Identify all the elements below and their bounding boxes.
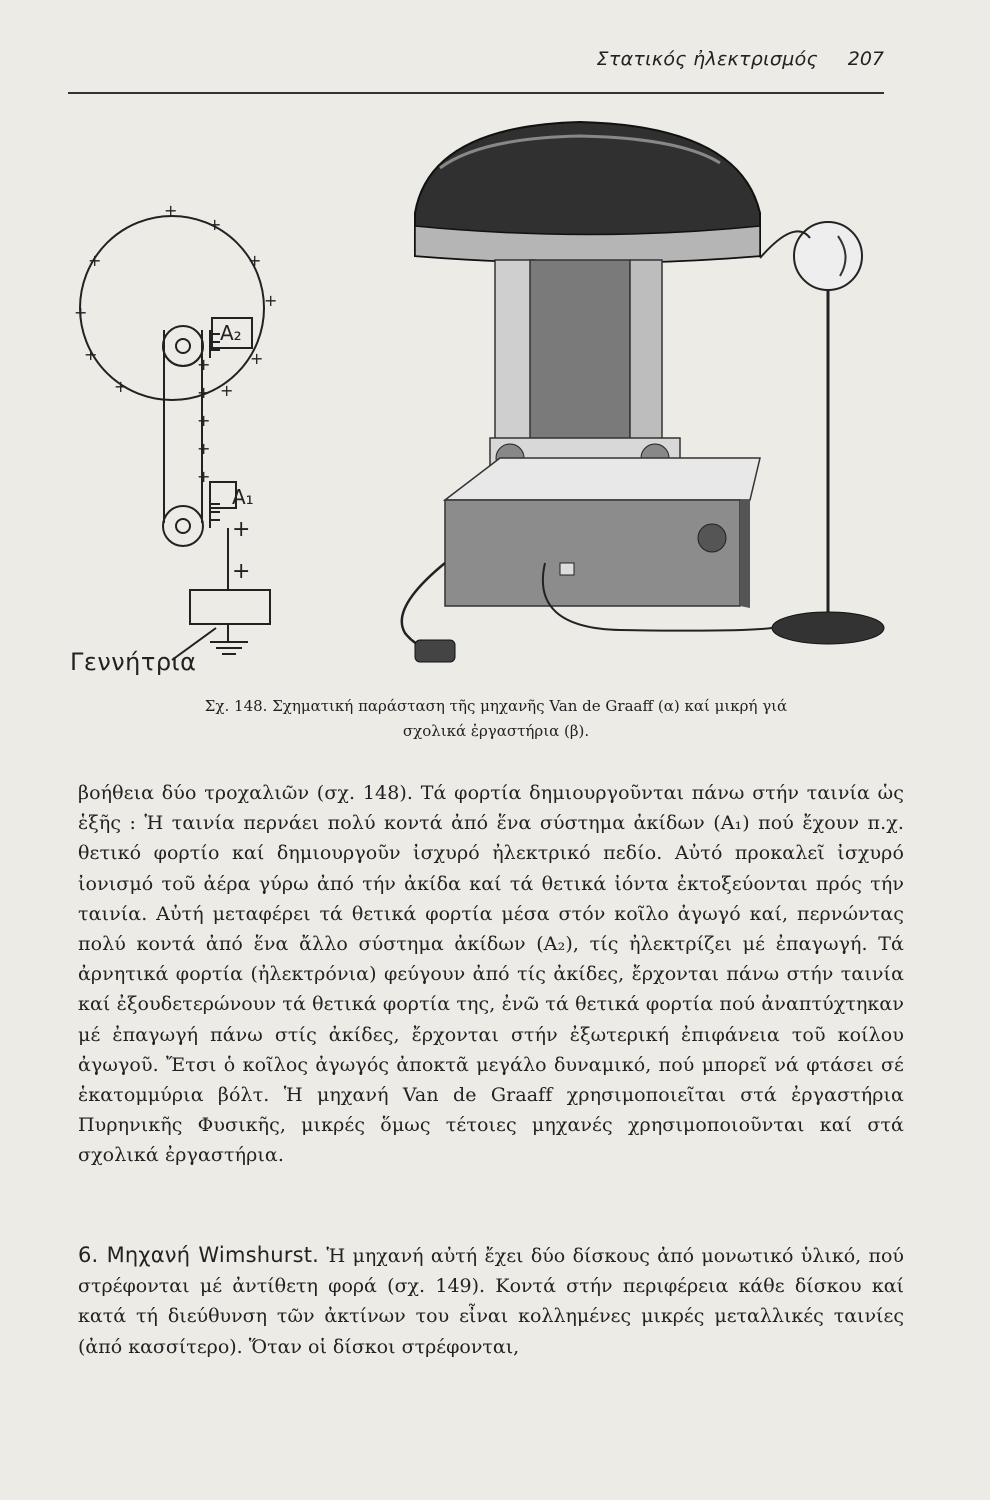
caption-line-2: σχολικά ἐργαστήρια (β). — [402, 722, 590, 740]
svg-text:+: + — [197, 355, 211, 374]
label-a2: A₂ — [220, 321, 242, 345]
svg-text:+: + — [114, 377, 128, 396]
section-paragraph — [78, 1240, 904, 1362]
lower-pulley-hub — [176, 519, 190, 533]
page-number: 207 — [847, 48, 884, 70]
svg-text:+: + — [197, 383, 211, 402]
svg-text:+: + — [164, 201, 178, 220]
body-text — [78, 778, 904, 1171]
base-top — [445, 458, 760, 500]
svg-text:+: + — [250, 349, 264, 368]
label-plus-wire: + — [232, 559, 251, 584]
svg-text:+: + — [197, 467, 211, 486]
svg-text:+: + — [84, 345, 98, 364]
svg-text:+: + — [74, 303, 88, 322]
svg-text:+: + — [220, 381, 234, 400]
label-plus-comb: + — [232, 517, 251, 542]
upper-pulley-hub — [176, 339, 190, 353]
svg-text:+: + — [248, 251, 262, 270]
lower-pulley — [163, 506, 203, 546]
base-knob — [698, 524, 726, 552]
section-heading: 6. Μηχανή Wimshurst. — [78, 1243, 320, 1267]
svg-text:+: + — [208, 215, 222, 234]
figure-caption — [120, 694, 872, 744]
photo-school-generator — [402, 122, 884, 662]
figure-label-generator: Γεννήτρια — [70, 648, 197, 676]
running-header — [68, 48, 884, 78]
plug-icon — [415, 640, 455, 662]
svg-text:+: + — [88, 251, 102, 270]
body-paragraph: βοήθεια δύο τροχαλιῶν (σχ. 148). Τά φορτία δημιουργοῦνται πάνω στήν ταινία ὡς ἑξῆς : Ἡ ταινία περνάει πολύ κοντά ἀπό ἕνα σύστημα ἀκίδων (A₁) πού ἔχουν π.χ. θετικό φορτίο καί δημιουργοῦν ἰσχυρό ἠλεκτρικό πεδίο. Αὐτό προκαλεῖ ἰσχυρό ἰονισμό τοῦ ἀέρα γύρω ἀπό τήν ἀκίδα καί τά θετικά ἰόντα ἐκτοξεύονται πρός τήν ταινία. Αὐτή μεταφέρει τά θετικά φορτία μέσα στόν κοῖλο ἀγωγό καί, περνώντας πολύ κοντά ἀπό ἕνα ἄλλο σύστημα ἀκίδων (A₂), τίς ἠλεκτρίζει μέ ἐπαγωγή. Τά ἀρνητικά φορτία (ἠλεκτρόνια) φεύγουν ἀπό τίς ἀκίδες, ἔρχονται πάνω στήν ταινία καί ἐξουδετερώνουν τά θετικά φορτία της, ἐνῶ τά θετικά φορτία πού ἀναπτύχτηκαν μέ ἐπαγωγή πάνω στίς ἀκίδες, ἔρχονται στήν ἐξωτερική ἐπιφάνεια τοῦ κοίλου ἀγωγοῦ. Ἔτσι ὁ κοῖλος ἀγωγός ἀποκτᾶ μεγάλο δυναμικό, πού μπορεῖ νά φτάσει σέ ἑκατομμύρια βόλτ. Ἡ μηχανή Van de Graaff χρησιμοποιεῖται στά ἐργαστήρια Πυρηνικῆς Φυσικῆς, μικρές ὅμως τέτοιες μηχανές χρησιμοποιοῦνται καί στά σχολικά ἐργαστήρια. — [78, 782, 904, 1167]
section-text: Ἡ μηχανή αὐτή ἔχει δύο δίσκους ἀπό μονωτικό ὑλικό, πού στρέφονται μέ ἀντίθετη φορά (σχ. 149). Κοντά στήν περιφέρεια κάθε δίσκου καί κατά τή διεύθυνση τῶν ἀκτίνων του εἶναι κολλημένες μικρές μεταλλικές ταινίες (ἀπό κασσίτερο). Ὅταν οἱ δίσκοι στρέφονται, — [78, 1245, 904, 1358]
sphere-stand-base — [772, 612, 884, 644]
header-title: Στατικός ἠλεκτρισμός — [596, 48, 818, 70]
label-a1: A₁ — [232, 485, 254, 509]
svg-text:+: + — [264, 291, 278, 310]
section-wimshurst — [78, 1240, 904, 1362]
hollow-conductor-sphere — [80, 216, 264, 400]
svg-text:+: + — [197, 411, 211, 430]
header-rule — [68, 92, 884, 94]
svg-text:+: + — [197, 439, 211, 458]
caption-line-1: Σχ. 148. Σχηματική παράσταση τῆς μηχανῆς Van de Graaff (α) καί μικρή γιά — [204, 697, 788, 715]
base-front — [445, 500, 740, 606]
figure-van-de-graaff — [60, 108, 900, 688]
schematic-diagram — [80, 216, 270, 660]
generator-box — [190, 590, 270, 624]
